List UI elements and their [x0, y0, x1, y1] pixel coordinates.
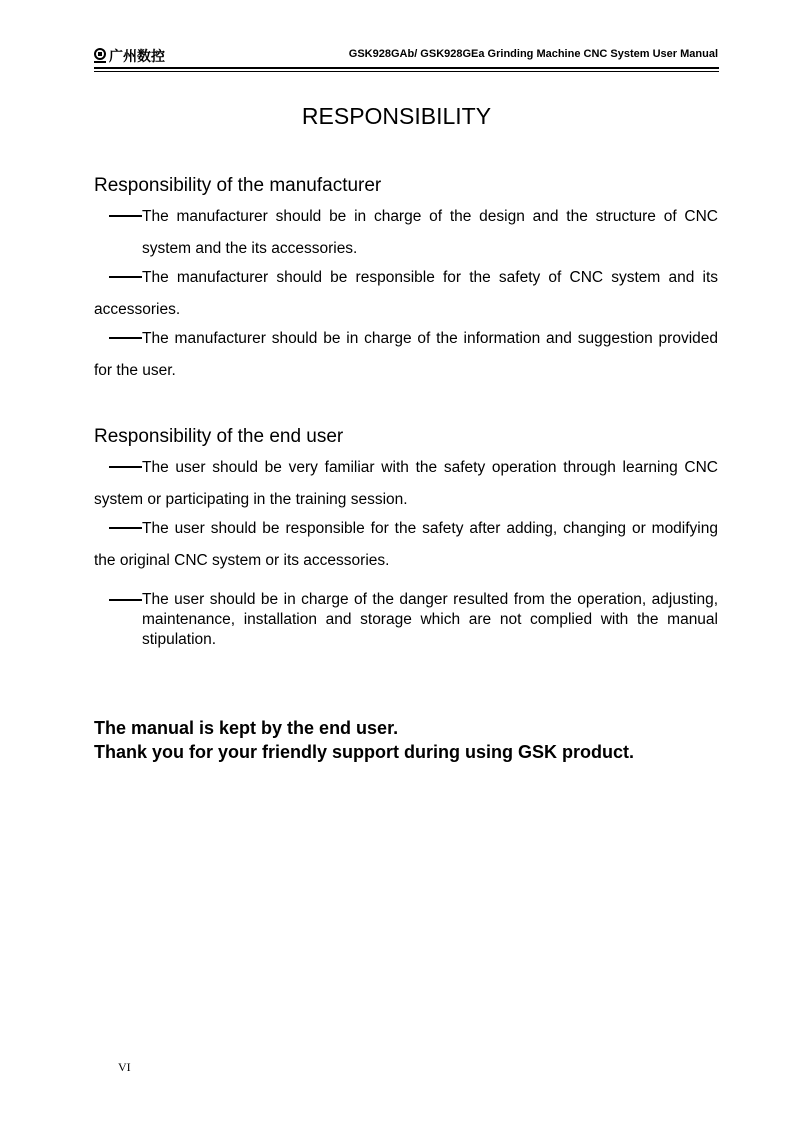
header-rule-thick — [94, 67, 719, 69]
manufacturer-heading: Responsibility of the manufacturer — [94, 175, 382, 196]
company-logo — [94, 46, 165, 66]
logo-text: 广州数控 — [109, 49, 165, 65]
closing-line-1: The manual is kept by the end user. — [94, 718, 399, 738]
em-dash-icon — [109, 276, 142, 278]
page-title: RESPONSIBILITY — [301, 103, 492, 129]
end-user-item-1-line-2: system or participating in the training session. — [94, 491, 408, 508]
gsk-logo-icon — [94, 48, 106, 64]
manufacturer-item-3-line-2: for the user. — [94, 362, 176, 379]
end-user-item-2-line-2: the original CNC system or its accessories. — [94, 552, 390, 569]
manufacturer-item-2-line-2: accessories. — [94, 301, 181, 318]
manufacturer-item-2-line-1: The manufacturer should be responsible for the safety of CNC system and its — [109, 269, 718, 287]
manufacturer-item-1-line-1: The manufacturer should be in charge of the design and the structure of CNC — [109, 208, 718, 226]
page-number: VI — [118, 1060, 131, 1074]
manufacturer-item-1-line-2: system and the its accessories. — [142, 240, 358, 257]
end-user-heading: Responsibility of the end user — [94, 426, 344, 447]
em-dash-icon — [109, 527, 142, 529]
em-dash-icon — [109, 466, 142, 468]
manufacturer-item-3-line-1: The manufacturer should be in charge of the information and suggestion provided — [109, 330, 718, 348]
em-dash-icon — [109, 337, 142, 339]
end-user-item-1-line-1: The user should be very familiar with the safety operation through learning CNC — [109, 459, 718, 477]
closing-line-2: Thank you for your friendly support during using GSK product. — [94, 742, 634, 762]
manual-title: GSK928GAb/ GSK928GEa Grinding Machine CNC System User Manual — [348, 48, 718, 60]
header-rule-thin — [94, 71, 719, 72]
end-user-item-3: The user should be in charge of the danger resulted from the operation, adjusting, maintenance, installation and storage which are not complied with the manual stipulation. — [142, 590, 718, 650]
em-dash-icon — [109, 599, 142, 601]
em-dash-icon — [109, 215, 142, 217]
end-user-item-2-line-1: The user should be responsible for the safety after adding, changing or modifying — [109, 520, 718, 538]
